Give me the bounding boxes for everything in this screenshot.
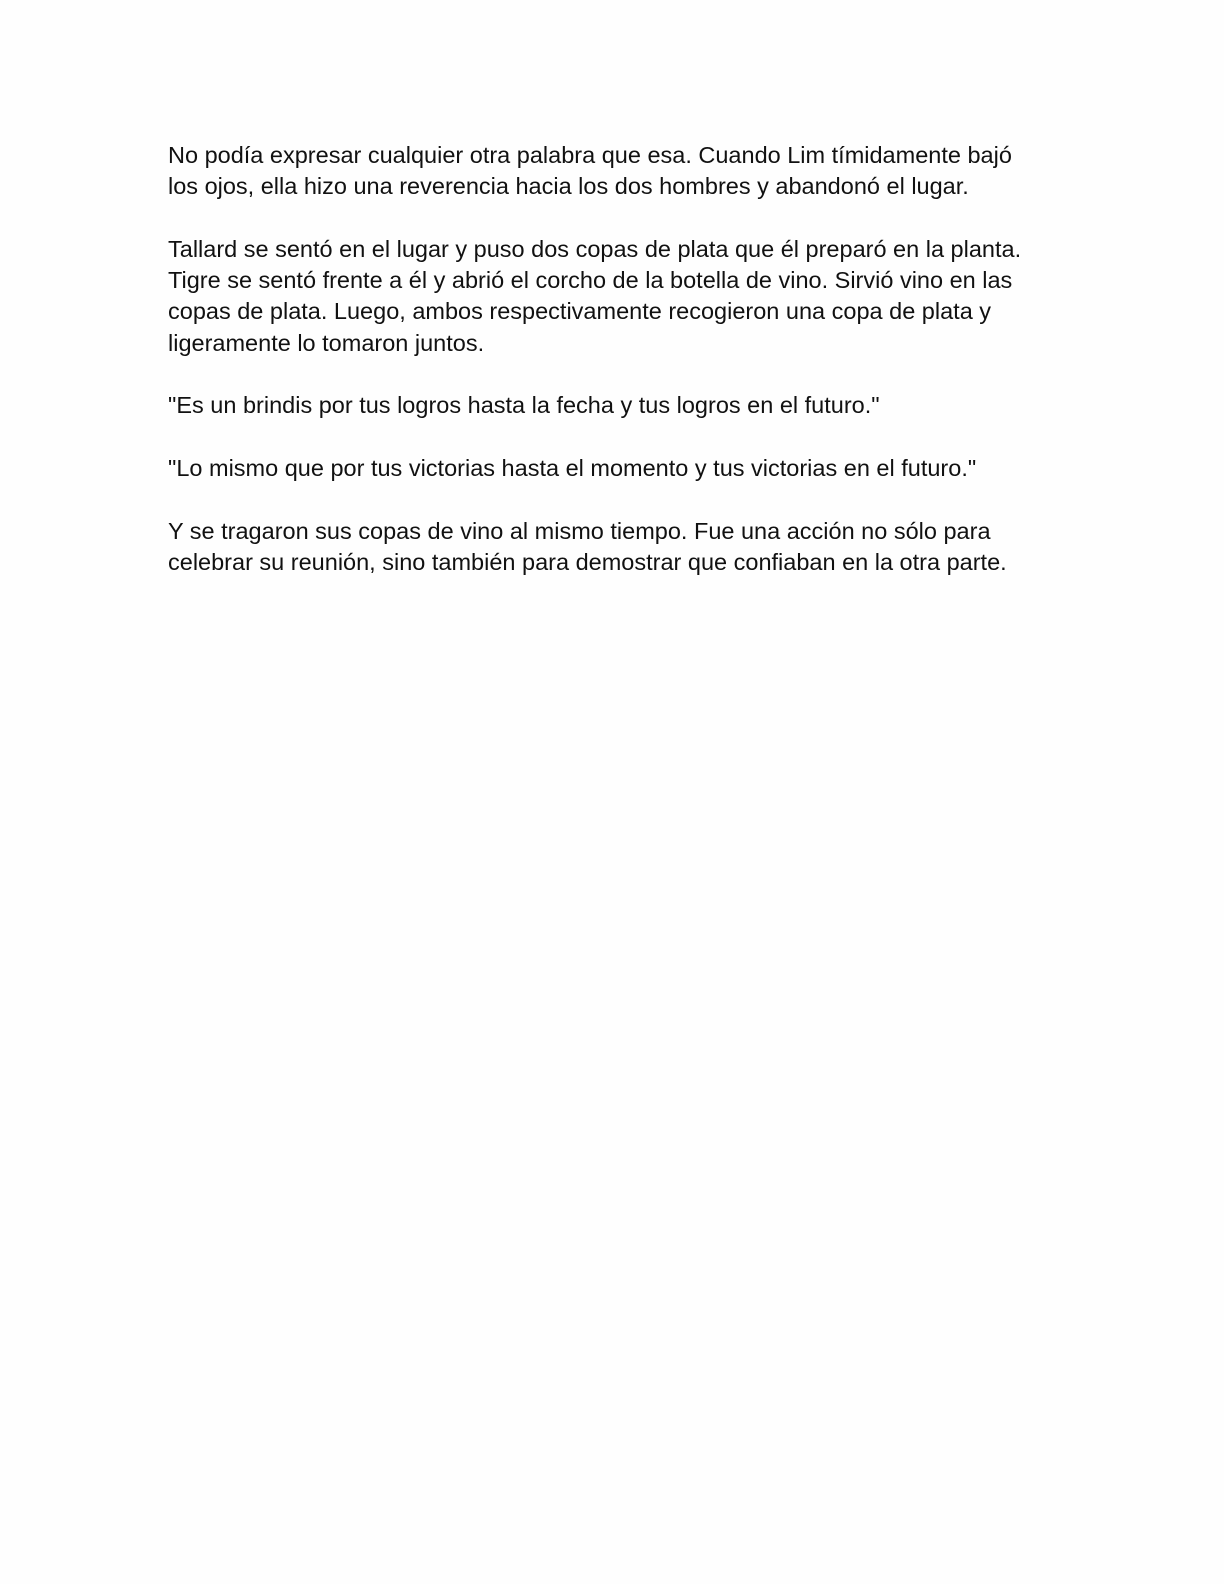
paragraph-2: Tallard se sentó en el lugar y puso dos copas de plata que él preparó en la planta. Tigre se sentó frente a él y abrió el corcho de la botella de vino. Sirvió vino en las copas de plata. Luego, ambos respectivamente recogieron una copa de plata y ligeramente lo tomaron juntos. <box>168 235 1022 356</box>
paragraph-4-quote: "Lo mismo que por tus victorias hasta el momento y tus victorias en el futuro." <box>168 454 977 481</box>
paragraph-1: No podía expresar cualquier otra palabra que esa. Cuando Lim tímidamente bajó los ojos, ella hizo una reverencia hacia los dos hombres y abandonó el lugar. <box>168 142 1012 200</box>
document-body <box>168 140 1058 609</box>
paragraph-5: Y se tragaron sus copas de vino al mismo tiempo. Fue una acción no sólo para celebrar su reunión, sino también para demostrar que confiaban en la otra parte. <box>168 517 1007 575</box>
paragraph-3-quote: "Es un brindis por tus logros hasta la fecha y tus logros en el futuro." <box>168 392 880 419</box>
